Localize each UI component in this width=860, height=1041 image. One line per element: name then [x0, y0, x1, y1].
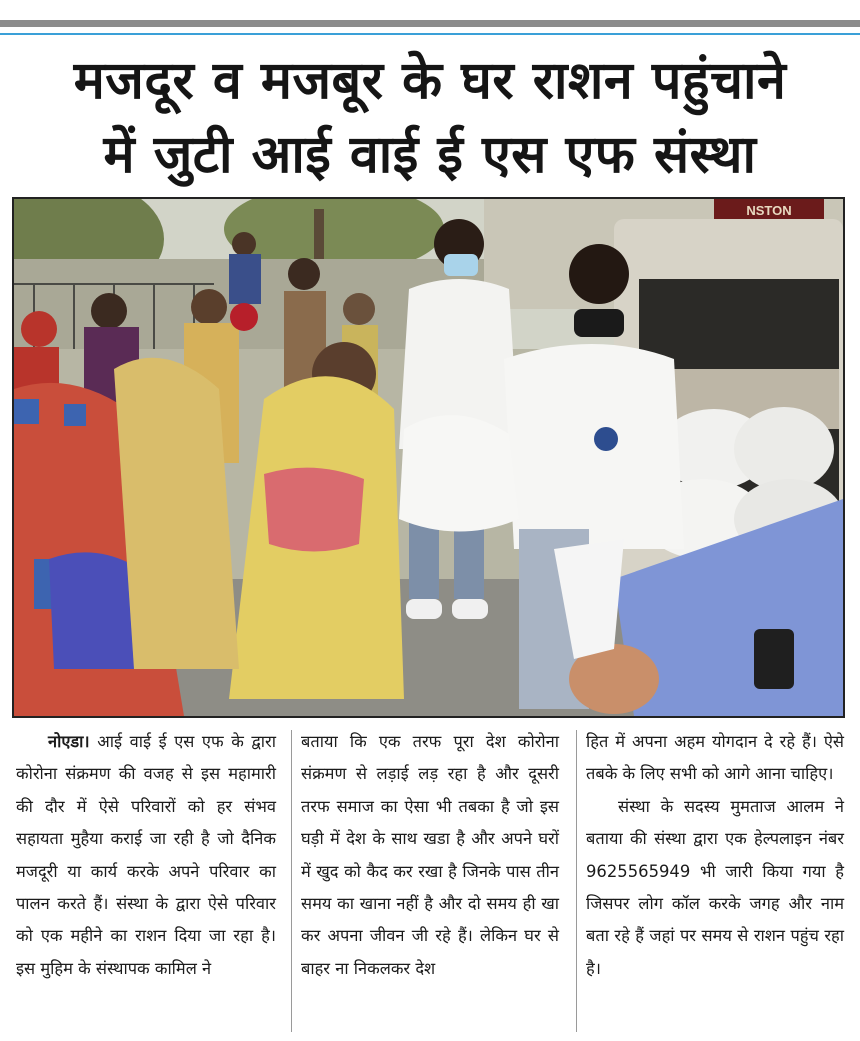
headline-line-1: मजदूर व मजबूर के घर राशन पहुंचाने [73, 51, 787, 111]
signboard-text: NSTON [746, 203, 792, 218]
news-photo [12, 197, 845, 718]
photo-illustration [14, 199, 843, 716]
article-body [14, 726, 846, 1036]
column-divider [576, 730, 577, 1032]
article-column-1 [16, 726, 276, 1036]
column-1-text: आई वाई ई एस एफ के द्वारा कोरोना संक्रमण की वजह से इस महामारी की दौर में ऐसे परिवारों को हर संभव सहायता मुहैया कराई जा रही है जो दैनिक मजदूरी या कार्य करके अपने परिवार का पालन करते हैं। संस्था के द्वारा ऐसे परिवार को एक महीने का राशन दिया जा रहा है। इस मुहिम के संस्थापक कामिल ने [16, 732, 276, 978]
header-blue-rule [0, 33, 860, 35]
dateline: नोएडा। [48, 732, 90, 751]
article-column-2 [301, 726, 559, 1036]
article-headline [0, 44, 860, 192]
column-3-paragraph-2: संस्था के सदस्य मुमताज आलम ने बताया की संस्था द्वारा एक हेल्पलाइन नंबर 9625565949 भी जारी किया गया है जिसपर लोग कॉल करके जगह और नाम बता रहे हैं जहां पर समय से राशन पहुंच रहा है। [586, 796, 844, 978]
headline-line-2: में जुटी आई वाई ई एस एफ संस्था [103, 125, 757, 185]
article-column-3 [586, 726, 844, 1036]
header-gray-rule [0, 20, 860, 27]
column-3-paragraph-1: हित में अपना अहम योगदान दे रहे हैं। ऐसे तबके के लिए सभी को आगे आना चाहिए। [586, 732, 844, 784]
column-2-text: बताया कि एक तरफ पूरा देश कोरोना संक्रमण से लड़ाई लड़ रहा है और दूसरी तरफ समाज का ऐसा भी तबका है जो इस घड़ी में देश के साथ खडा है और अपने घरों में खुद को कैद कर रखा है जिनके पास तीन समय का खाना नहीं है और दो समय ही खा कर अपना जीवन जी रहे हैं। लेकिन घर से बाहर ना निकलकर देश [301, 732, 559, 978]
column-divider [291, 730, 292, 1032]
